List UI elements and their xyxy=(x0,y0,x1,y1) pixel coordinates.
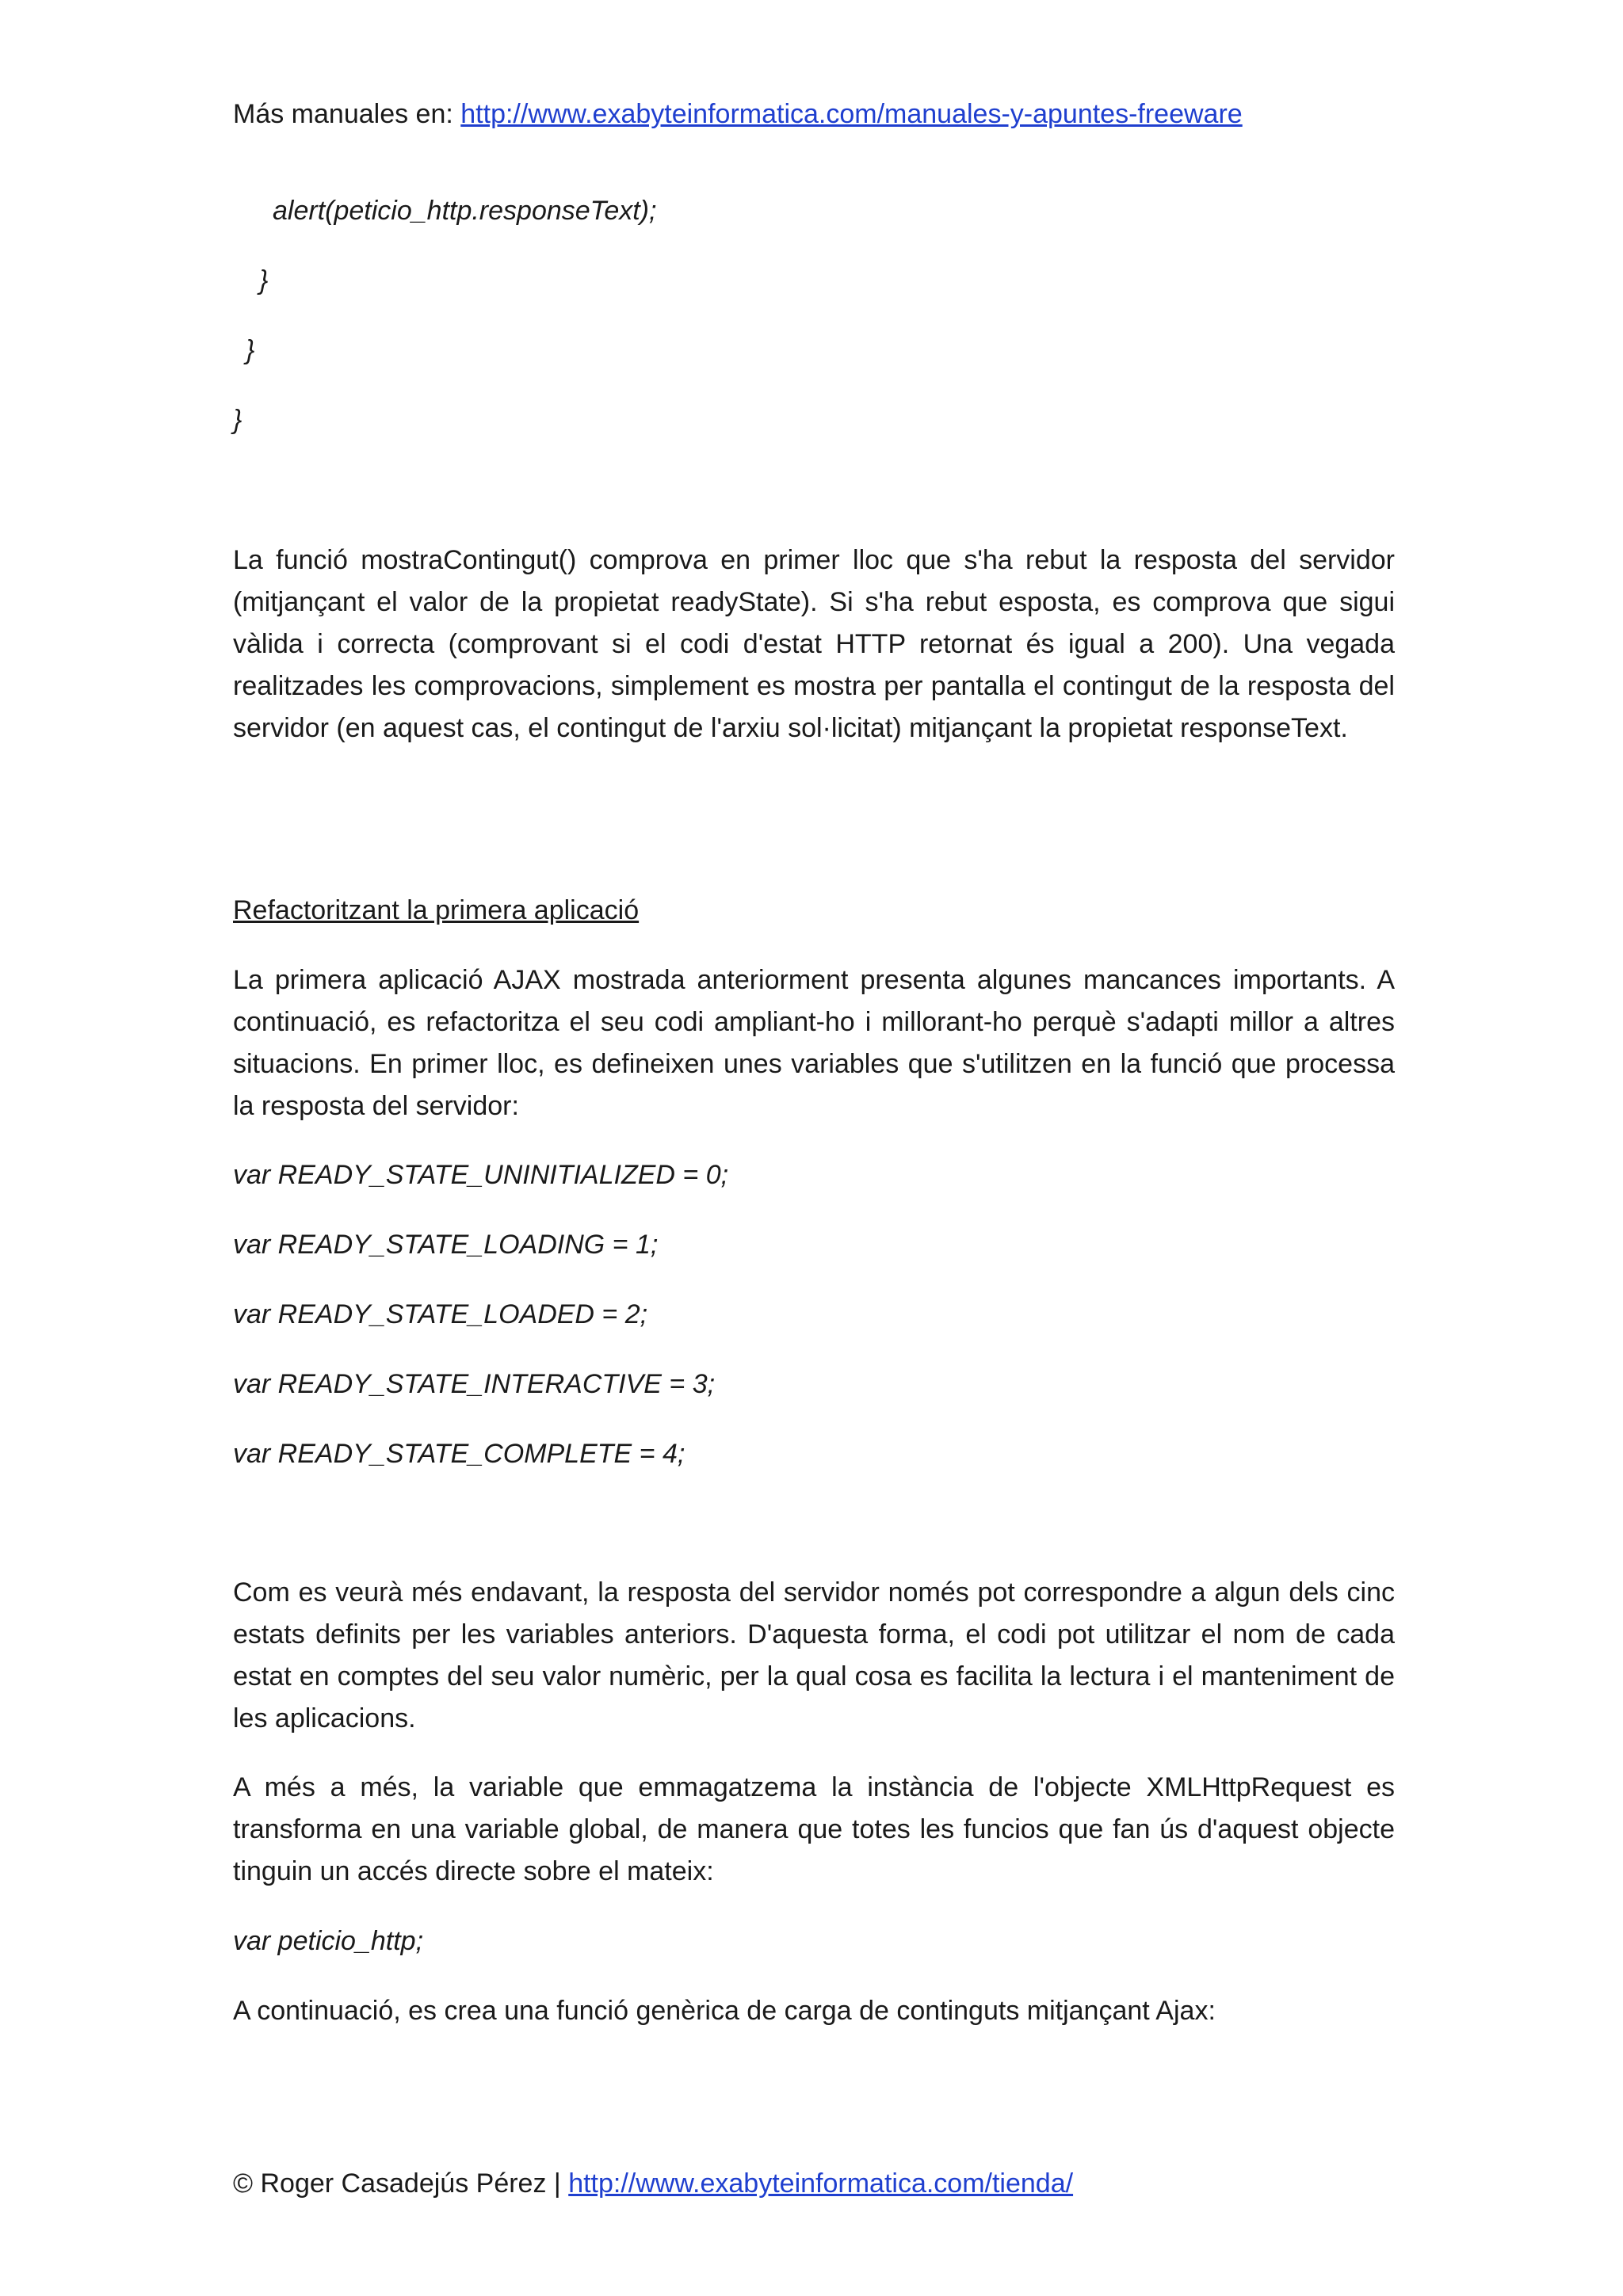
code-var-loaded: var READY_STATE_LOADED = 2; xyxy=(233,1299,648,1329)
header-prefix: Más manuales en: xyxy=(233,99,461,129)
code-line-alert: alert(peticio_http.responseText); xyxy=(273,196,657,226)
code-var-uninitialized: var READY_STATE_UNINITIALIZED = 0; xyxy=(233,1160,729,1190)
paragraph-2: La primera aplicació AJAX mostrada anteriorment presenta algunes mancances importants. A continuació, es refactoritza el seu codi ampliant-ho i millorant-ho perquè s'adapti millor a altres situacions. En primer lloc, es defineixen unes variables que s'utilitzen en la funció que processa la resposta del servidor: xyxy=(233,965,1395,1121)
code-line-brace-3: } xyxy=(233,405,242,435)
section-heading: Refactoritzant la primera aplicació xyxy=(233,895,640,925)
paragraph-3: Com es veurà més endavant, la resposta del servidor només pot correspondre a algun dels cinc estats definits per les variables anteriors. D'aquesta forma, el codi pot utilitzar el nom de cada estat en comptes del seu valor numèric, per la qual cosa es facilita la lectura i el manteniment de les aplicacions. xyxy=(233,1577,1395,1733)
code-var-global: var peticio_http; xyxy=(233,1926,424,1956)
paragraph-5: A continuació, es crea una funció genèrica de carga de continguts mitjançant Ajax: xyxy=(233,1996,1216,2026)
code-line-brace-1: } xyxy=(259,265,269,296)
footer-prefix: © Roger Casadejús Pérez | xyxy=(233,2168,569,2199)
page-header xyxy=(233,93,1243,135)
code-var-loading: var READY_STATE_LOADING = 1; xyxy=(233,1230,659,1260)
code-var-interactive: var READY_STATE_INTERACTIVE = 3; xyxy=(233,1369,716,1399)
code-var-complete: var READY_STATE_COMPLETE = 4; xyxy=(233,1439,685,1469)
code-line-brace-2: } xyxy=(246,335,255,365)
paragraph-4: A més a més, la variable que emmagatzema la instància de l'objecte XMLHttpRequest es transforma en una variable global, de manera que totes les funcios que fan ús d'aquest objecte tinguin un accés directe sobre el mateix: xyxy=(233,1772,1395,1886)
page-footer xyxy=(233,2163,1073,2205)
header-link[interactable]: http://www.exabyteinformatica.com/manuales-y-apuntes-freeware xyxy=(460,99,1243,129)
paragraph-1: La funció mostraContingut() comprova en primer lloc que s'ha rebut la resposta del servidor (mitjançant el valor de la propietat readyState). Si s'ha rebut esposta, es comprova que sigui vàlida i correcta (comprovant si el codi d'estat HTTP retornat és igual a 200). Una vegada realitzades les comprovacions, simplement es mostra per pantalla el contingut de la resposta del servidor (en aquest cas, el contingut de l'arxiu sol·licitat) mitjançant la propietat responseText. xyxy=(233,545,1395,743)
footer-link[interactable]: http://www.exabyteinformatica.com/tienda/ xyxy=(568,2168,1074,2199)
